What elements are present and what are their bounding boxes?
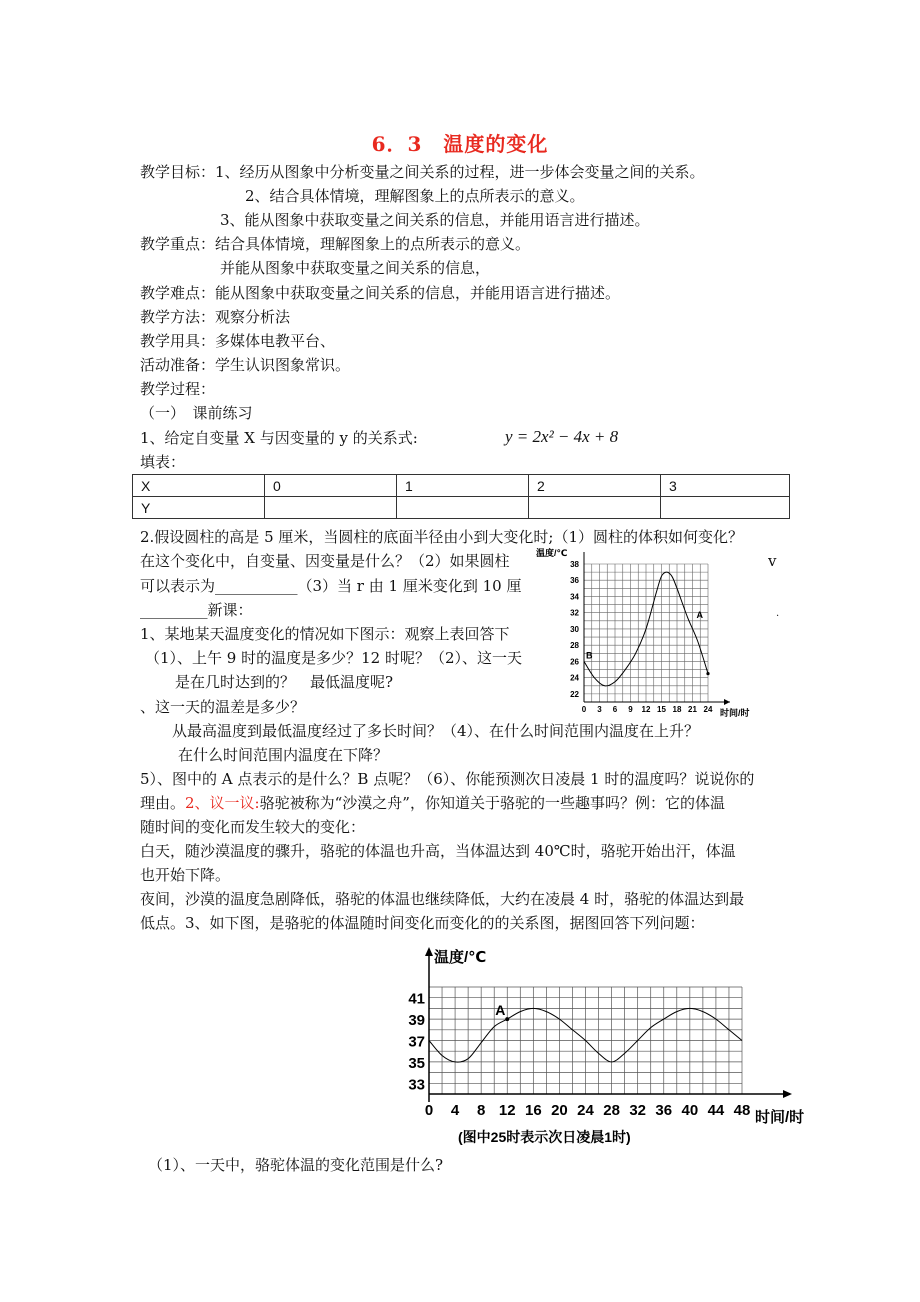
goal-2: 2、结合具体情境，理解图象上的点所表示的意义。 — [245, 187, 585, 205]
y-tick-label: 28 — [570, 641, 579, 651]
question-2b: 在这个变化中，自变量、因变量是什么？（2）如果圆柱 — [140, 552, 510, 570]
table-cell — [265, 497, 397, 519]
x-tick-label: 12 — [641, 705, 651, 714]
method: 教学方法：观察分析法 — [140, 308, 291, 326]
x-tick-label: 32 — [629, 1102, 647, 1119]
question-2a: 2.假设圆柱的高是 5 厘米，当圆柱的底面半径由小到大变化时;（1）圆柱的体积如何变化？ — [140, 528, 743, 546]
x-tick-label: 40 — [681, 1102, 699, 1119]
question-5: 5）、图中的 A 点表示的是什么？B 点呢？（6）、你能预测次日凌晨 1 时的温度吗？说说你的 — [140, 770, 755, 788]
question-3-3: 、这一天的温差是多少？ — [140, 698, 306, 716]
camel-temperature-chart — [400, 942, 840, 1152]
x-tick-label: 16 — [524, 1102, 542, 1119]
process-heading: 教学过程： — [140, 380, 216, 398]
prep: 活动准备：学生认识图象常识。 — [140, 356, 351, 374]
question-2b-tail: v — [768, 552, 777, 570]
table-row — [133, 497, 790, 519]
chart-caption: (图中25时表示次日凌晨1时) — [458, 1129, 631, 1145]
new-lesson: _________新课： — [140, 601, 253, 619]
formula: y = 2x² − 4x + 8 — [505, 427, 619, 446]
x-axis-arrow — [783, 1090, 792, 1098]
text-span: 理由。 — [140, 794, 186, 812]
x-tick-label: 20 — [551, 1102, 568, 1119]
key-point-1: 教学重点：结合具体情境，理解图象上的点所表示的意义。 — [140, 235, 531, 253]
x-tick-label: 48 — [733, 1102, 751, 1119]
x-tick-label: 18 — [672, 705, 682, 714]
x-tick-label: 0 — [581, 705, 587, 714]
x-axis-label: 时间/时 — [720, 708, 750, 718]
camel-5: 低点。3、如下图，是骆驼的体温随时间变化而变化的的关系图，据图回答下列问题： — [140, 914, 705, 932]
temperature-chart — [532, 544, 768, 722]
question-3-4: 从最高温度到最低温度经过了多长时间？（4）、在什么时间范围内温度在上升？ — [172, 722, 700, 740]
x-tick-label: 28 — [603, 1102, 620, 1119]
x-tick-label: 6 — [612, 705, 618, 714]
y-tick-label: 24 — [570, 673, 579, 683]
x-tick-label: 4 — [450, 1102, 460, 1119]
x-tick-label: 9 — [628, 705, 633, 714]
goal-3: 3、能从图象中获取变量之间关系的信息，并能用语言进行描述。 — [220, 211, 650, 229]
x-tick-label: 24 — [703, 705, 713, 714]
question-3-5: 在什么时间范围内温度在下降？ — [178, 746, 389, 764]
y-tick-label: 34 — [570, 592, 579, 602]
question-5b — [140, 793, 725, 813]
x-tick-label: 15 — [657, 705, 666, 714]
y-tick-label: 37 — [408, 1033, 425, 1051]
y-tick-label: 33 — [408, 1076, 425, 1094]
x-axis-label: 时间/时 — [755, 1109, 805, 1126]
x-tick-label: 8 — [476, 1102, 486, 1119]
camel-3: 也开始下降。 — [140, 866, 231, 884]
annotation-a: A — [696, 609, 703, 620]
table-cell: 1 — [397, 475, 529, 497]
fill-table — [132, 474, 790, 519]
goal-1: 教学目标：1、经历从图象中分析变量之间关系的过程，进一步体会变量之间的关系。 — [140, 163, 705, 181]
question-3-2: 是在几时达到的？ 最低温度呢? — [175, 673, 394, 691]
x-tick-label: 0 — [424, 1102, 434, 1119]
table-cell: 3 — [661, 475, 790, 497]
table-row — [133, 475, 790, 497]
tools: 教学用具：多媒体电教平台、 — [140, 332, 336, 350]
question-3-1: （1）、上午 9 时的温度是多少？12 时呢？（2）、这一天 — [145, 649, 523, 667]
table-cell — [397, 497, 529, 519]
question-2c: 可以表示为___________（3）当 r 由 1 厘米变化到 10 厘 — [140, 577, 522, 595]
camel-4: 夜间，沙漠的温度急剧降低，骆驼的体温也继续降低，大约在凌晨 4 时，骆驼的体温达到最 — [140, 890, 745, 908]
y-tick-label: 26 — [570, 657, 579, 667]
page-title: 6．3 温度的变化 — [371, 132, 549, 156]
x-tick-label: 21 — [688, 705, 697, 714]
y-tick-label: 38 — [570, 560, 579, 569]
key-point-2: 并能从图象中获取变量之间关系的信息， — [220, 259, 491, 277]
camel-2: 白天，随沙漠温度的骤升，骆驼的体温也升高，当体温达到 40℃时，骆驼开始出汗，体温 — [140, 842, 736, 860]
table-cell — [661, 497, 790, 519]
x-tick-label: 24 — [577, 1102, 594, 1119]
y-tick-label: 30 — [570, 624, 579, 634]
table-cell: 2 — [529, 475, 661, 497]
table-cell: X — [133, 475, 265, 497]
y-tick-label: 39 — [408, 1012, 425, 1030]
x-tick-label: 3 — [597, 705, 602, 714]
y-axis-label: 温度/℃ — [434, 949, 487, 966]
table-cell — [529, 497, 661, 519]
y-tick-label: 36 — [570, 576, 579, 586]
camel-1: 随时间的变化而发生较大的变化： — [140, 818, 366, 836]
annotation-point — [505, 1017, 509, 1021]
y-axis-arrow — [425, 947, 433, 956]
annotation-b: B — [586, 650, 593, 661]
difficulty: 教学难点：能从图象中获取变量之间关系的信息，并能用语言进行描述。 — [140, 284, 621, 302]
x-tick-label: 44 — [707, 1102, 725, 1119]
y-tick-label: 22 — [570, 689, 579, 699]
text-span: 骆驼被称为“沙漠之舟”，你知道关于骆驼的一些趣事吗？例：它的体温 — [259, 794, 725, 812]
question-3: 1、某地某天温度变化的情况如下图示：观察上表回答下 — [140, 625, 510, 643]
discuss-label: 2、议一议: — [185, 794, 260, 812]
x-tick-label: 12 — [498, 1102, 516, 1119]
table-cell: Y — [133, 497, 265, 519]
final-question: （1）、一天中，骆驼体温的变化范围是什么? — [148, 1156, 444, 1174]
x-axis-arrow — [724, 699, 730, 705]
end-point — [706, 672, 709, 675]
annotation-a: A — [495, 1002, 506, 1019]
stray-mark: . — [776, 608, 780, 619]
table-cell: 0 — [265, 475, 397, 497]
y-tick-label: 32 — [570, 608, 579, 618]
y-axis-label: 温度/℃ — [536, 548, 568, 558]
y-tick-label: 41 — [408, 990, 425, 1008]
question-1: 1、给定自变量 X 与因变量的 y 的关系式: — [140, 429, 418, 447]
x-tick-label: 36 — [655, 1102, 673, 1119]
fill-label: 填表： — [140, 453, 186, 471]
y-tick-label: 35 — [408, 1054, 425, 1072]
section-heading: （一） 课前练习 — [140, 404, 253, 422]
